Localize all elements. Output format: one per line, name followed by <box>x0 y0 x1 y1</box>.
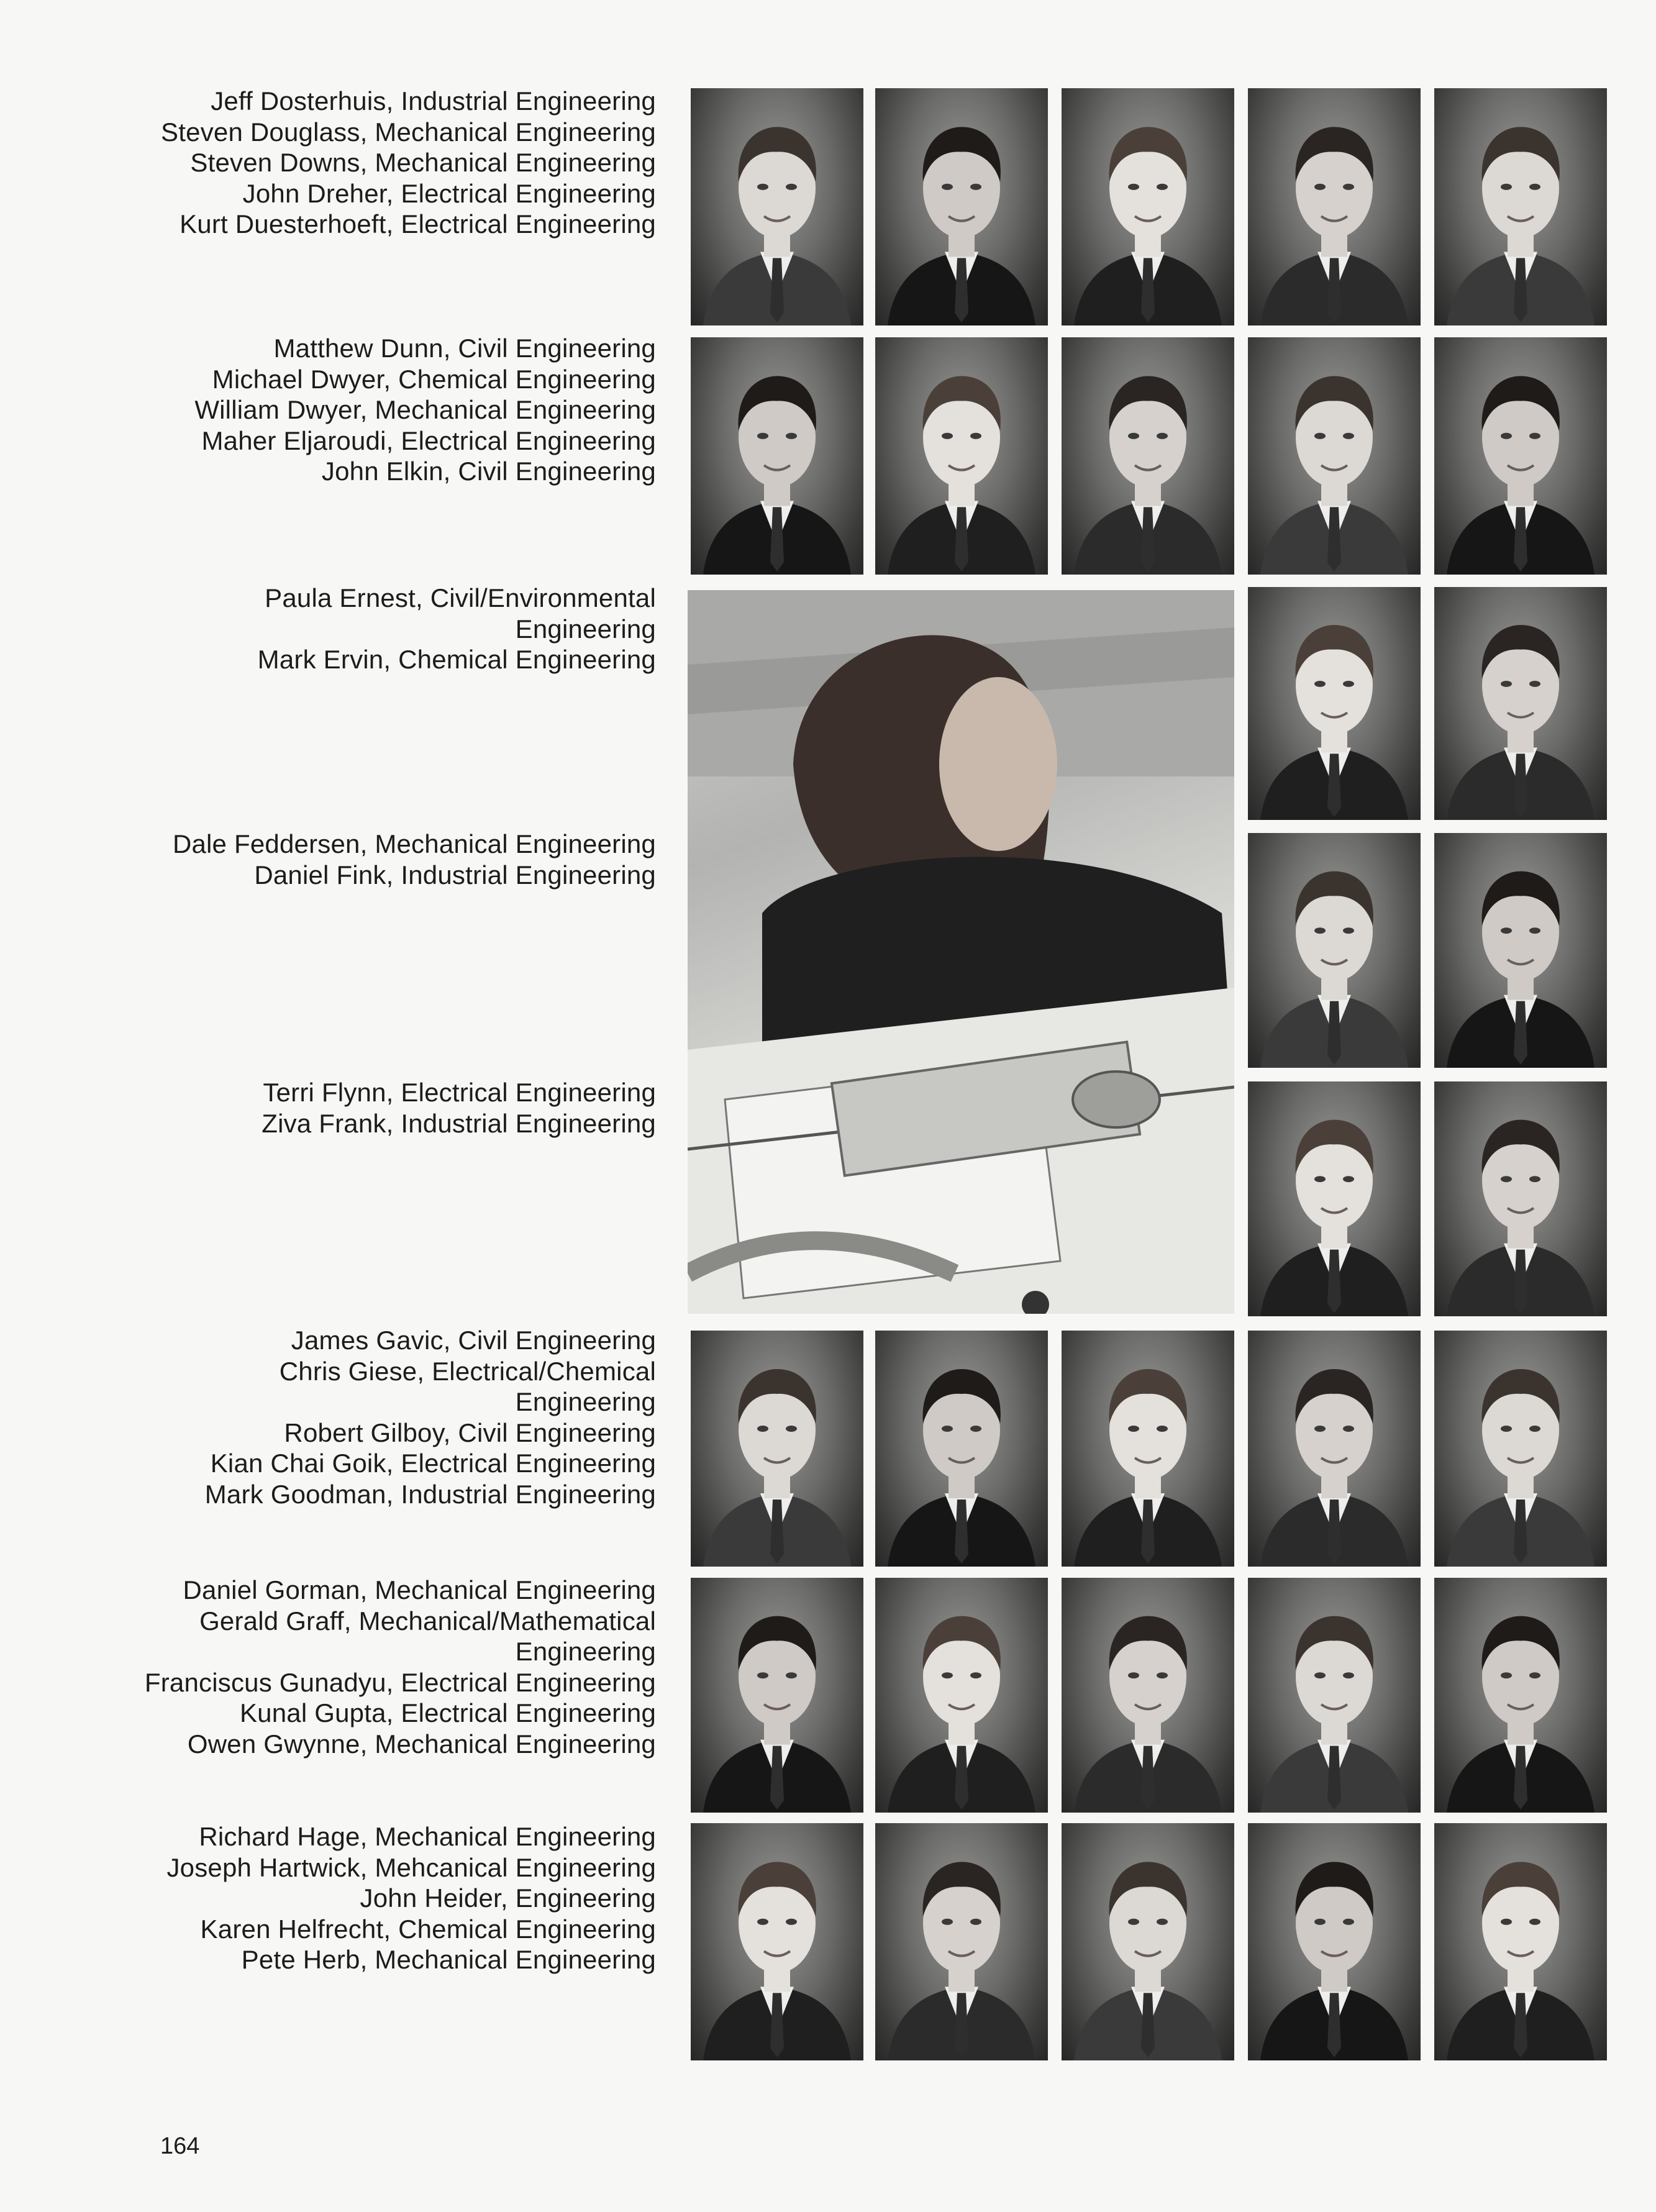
student-name: Gerald Graff, Mechanical/Mathematical <box>199 1606 656 1636</box>
caption-group-1 <box>35 86 656 240</box>
caption-group-2 <box>35 333 656 487</box>
student-name: Kian Chai Goik, Electrical Engineering <box>210 1449 656 1478</box>
student-name: Paula Ernest, Civil/Environmental <box>265 583 656 612</box>
student-portrait <box>875 1823 1048 2060</box>
student-portrait <box>1062 88 1234 325</box>
student-name: John Dreher, Electrical Engineering <box>242 178 656 208</box>
student-name: Mark Goodman, Industrial Engineering <box>204 1479 656 1509</box>
student-portrait <box>1248 1081 1421 1316</box>
student-name: William Dwyer, Mechanical Engineering <box>194 395 656 424</box>
student-name: Daniel Gorman, Mechanical Engineering <box>183 1575 656 1604</box>
student-name: Michael Dwyer, Chemical Engineering <box>212 364 656 394</box>
student-name: Chris Giese, Electrical/Chemical <box>279 1356 656 1386</box>
candid-drafting-photo <box>688 590 1234 1314</box>
student-name: Mark Ervin, Chemical Engineering <box>257 645 656 674</box>
student-name: Maher Eljaroudi, Electrical Engineering <box>201 426 656 455</box>
student-portrait <box>691 1823 863 2060</box>
student-portrait <box>1434 587 1607 820</box>
student-portrait <box>875 1578 1048 1813</box>
caption-group-5 <box>35 1077 656 1139</box>
student-name: Franciscus Gunadyu, Electrical Engineering <box>144 1667 656 1697</box>
caption-group-4 <box>35 829 656 890</box>
student-portrait <box>1248 1331 1421 1567</box>
student-portrait <box>1248 88 1421 325</box>
student-portrait <box>1434 88 1607 325</box>
student-name: James Gavic, Civil Engineering <box>291 1326 656 1355</box>
page-number: 164 <box>160 2133 200 2159</box>
student-portrait <box>1434 833 1607 1068</box>
student-name: Engineering <box>515 1637 656 1666</box>
student-portrait <box>875 88 1048 325</box>
student-portrait <box>1248 1823 1421 2060</box>
caption-group-6 <box>35 1325 656 1509</box>
student-name: Engineering <box>515 1387 656 1416</box>
caption-group-7 <box>35 1575 656 1759</box>
student-name: Engineering <box>515 614 656 644</box>
student-name: Daniel Fink, Industrial Engineering <box>254 860 656 890</box>
student-name: Dale Feddersen, Mechanical Engineering <box>172 829 656 858</box>
student-portrait <box>1434 337 1607 575</box>
student-name: Owen Gwynne, Mechanical Engineering <box>187 1729 656 1759</box>
student-name: John Elkin, Civil Engineering <box>321 457 656 486</box>
student-portrait <box>1062 337 1234 575</box>
student-name: Kurt Duesterhoeft, Electrical Engineering <box>180 209 656 239</box>
caption-group-3 <box>35 583 656 675</box>
student-portrait <box>691 1331 863 1567</box>
student-portrait <box>1434 1823 1607 2060</box>
student-portrait <box>1062 1331 1234 1567</box>
student-name: Robert Gilboy, Civil Engineering <box>284 1418 656 1447</box>
student-name: Pete Herb, Mechanical Engineering <box>241 1945 656 1974</box>
student-name: Steven Douglass, Mechanical Engineering <box>161 117 656 147</box>
student-portrait <box>1248 833 1421 1068</box>
student-portrait <box>1434 1331 1607 1567</box>
student-name: Matthew Dunn, Civil Engineering <box>273 334 656 363</box>
student-portrait <box>1434 1578 1607 1813</box>
student-portrait <box>875 337 1048 575</box>
student-portrait <box>691 1578 863 1813</box>
student-portrait <box>875 1331 1048 1567</box>
student-name: Steven Downs, Mechanical Engineering <box>190 148 656 177</box>
student-portrait <box>691 88 863 325</box>
student-portrait <box>1062 1578 1234 1813</box>
student-portrait <box>1434 1081 1607 1316</box>
student-name: Jeff Dosterhuis, Industrial Engineering <box>211 86 656 116</box>
student-name: Richard Hage, Mechanical Engineering <box>199 1822 656 1851</box>
student-name: Joseph Hartwick, Mehcanical Engineering <box>166 1852 656 1882</box>
student-portrait <box>1248 587 1421 820</box>
student-name: Ziva Frank, Industrial Engineering <box>262 1108 656 1138</box>
student-portrait <box>691 337 863 575</box>
student-portrait <box>1248 337 1421 575</box>
student-name: John Heider, Engineering <box>360 1883 656 1913</box>
student-portrait <box>1248 1578 1421 1813</box>
student-portrait <box>1062 1823 1234 2060</box>
caption-group-8 <box>35 1821 656 1975</box>
student-name: Kunal Gupta, Electrical Engineering <box>239 1698 656 1727</box>
student-name: Karen Helfrecht, Chemical Engineering <box>200 1914 656 1944</box>
student-name: Terri Flynn, Electrical Engineering <box>263 1078 656 1107</box>
